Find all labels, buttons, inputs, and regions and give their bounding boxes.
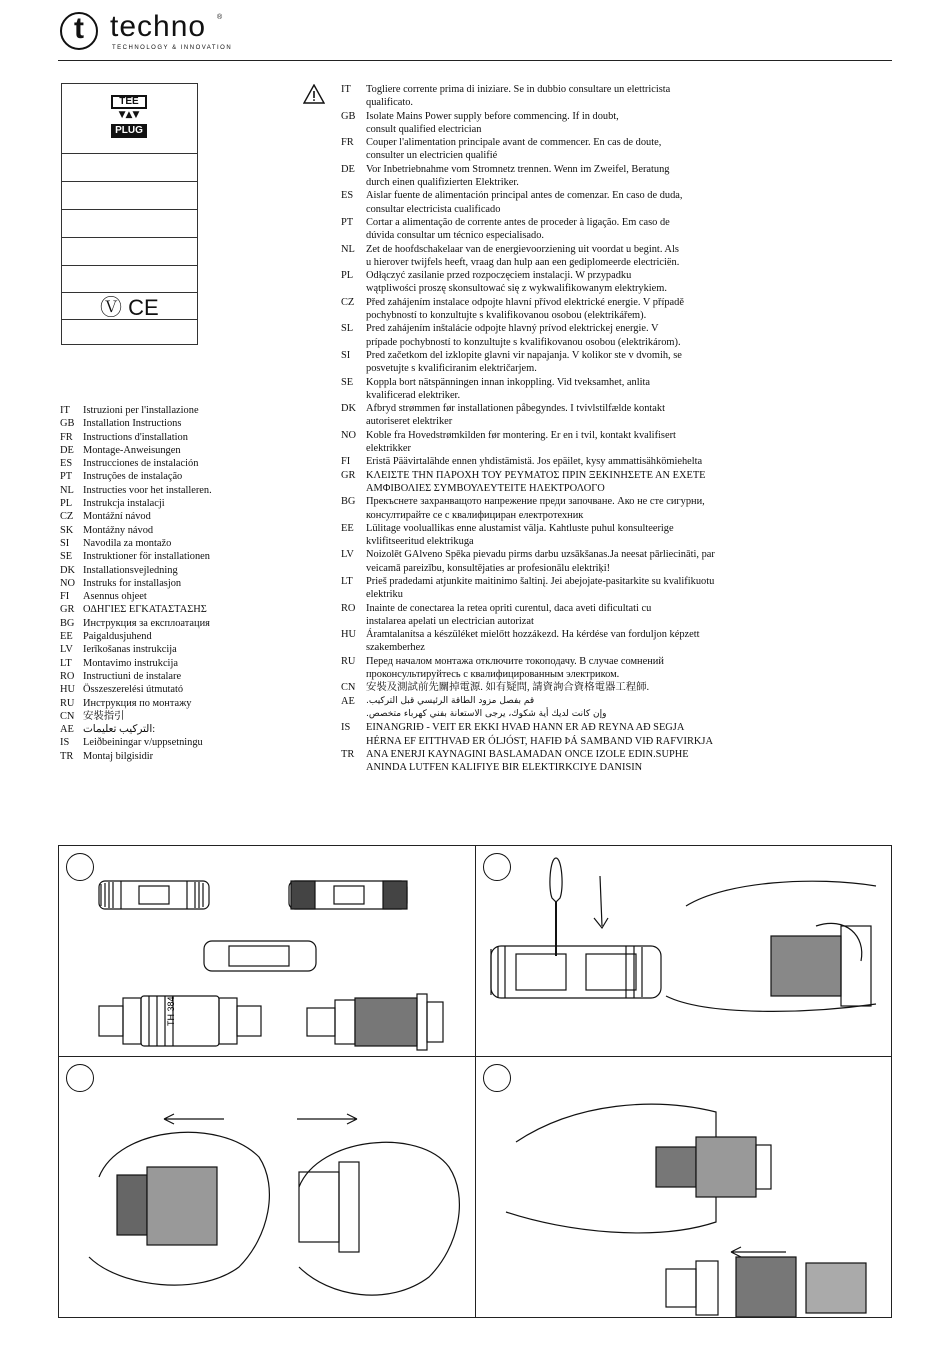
brand-tagline: TECHNOLOGY & INNOVATION [112,45,233,51]
installation-title-text: Instructies voor het installeren. [83,484,212,496]
language-code: TR [341,748,355,760]
installation-title-item [60,723,212,736]
box-row-divider [62,209,197,210]
language-code: GB [60,418,75,430]
language-code: DE [60,444,74,456]
language-code: RU [341,655,356,667]
warning-text: 安裝及測試前先關掉電源. 如有疑問, 請資詢合資格電器工程師. [366,682,650,694]
language-code: DK [341,403,357,415]
installation-title-item [60,736,212,749]
language-code: CN [60,710,75,722]
warning-text: Noizolēt GAlveno Spēka pievadu pirms darbu uzsākšanas.Ja neesat pārliecināti, par veicamā pareizību, konsultējaties ar profesionālu elektriķi! [366,549,715,574]
language-code: RU [60,697,75,709]
warning-text: Zet de hoofdschakelaar van de energievoorziening uit voordat u begint. Als u hierover twijfels heeft, vraag dan hulp aan een gediplomeerde electriciën. [366,243,680,268]
installation-title-item [60,670,212,683]
installation-title-item [60,550,212,563]
language-code: DE [341,163,355,175]
language-code: ES [60,458,73,470]
language-code: SI [341,349,351,361]
installation-title-item [60,457,212,470]
warning-text: Koble fra Hovedstrømkilden før montering. Er en i tvil, kontakt kvalifisert elektrikker [366,429,676,455]
warning-text: Lülitage vooluallikas enne alustamist välja. Kahtluste puhul konsulteerige kvlifitseeritud elektrikuga [366,522,674,548]
language-code: HU [60,684,76,696]
language-code: PL [60,498,73,510]
language-code: BG [60,617,75,629]
installation-title-item [60,444,212,457]
warning-item [341,110,781,137]
language-code: EE [60,631,73,643]
warning-item [341,189,781,216]
installation-title-text: Montaj bilgisidir [83,750,154,762]
language-code: NO [60,577,76,589]
screwdriver-release-illustration [476,846,892,1057]
box-row-divider [62,265,197,266]
installation-title-item [60,524,212,537]
installation-title-item [60,710,212,723]
installation-title-text: Asennus ohjeet [83,591,147,603]
warning-text: Couper l'alimentation principale avant de commencer. En cas de doute, consulter un electricien qualifié [366,137,662,162]
warning-item [341,469,781,496]
warning-text: Afbryd strømmen før installationen påbegyndes. I tvivlstilfælde kontakt autoriseret elektriker [366,403,665,428]
step-panel-2 [475,845,892,1057]
installation-title-item [60,750,212,763]
language-code: FI [60,591,70,603]
step-panel-1 [58,845,476,1057]
installation-title-item [60,484,212,497]
installation-title-text: Navodila za montažo [83,537,172,549]
language-code: GR [60,604,75,616]
installation-title-text: Instructions d'installation [83,431,188,443]
header-divider [58,60,892,61]
language-code: FR [60,431,73,443]
language-code: LT [60,657,72,669]
installation-title-item [60,577,212,590]
box-row-divider [62,153,197,154]
installation-title-text: Инструкция по монтажу [83,697,192,709]
installation-title-item [60,630,212,643]
installation-title-item [60,404,212,417]
installation-title-item [60,417,212,430]
installation-title-text: Instruktioner för installationen [83,551,210,563]
warning-text: Koppla bort nätspänningen innan inkoppling. Vid tveksamhet, anlita kvalificerad elektriker. [366,376,651,401]
language-code: GB [341,110,356,122]
warning-item [341,495,781,522]
language-code: CN [341,682,356,694]
tee-label: TEE [111,95,147,109]
step-panel-4 [475,1056,892,1318]
certification-marks: Ⓥ CE [100,295,159,320]
warning-item [341,136,781,163]
warning-item [341,243,781,270]
connector-parts-illustration [59,846,476,1057]
installation-title-item [60,431,212,444]
installation-title-text: Montážny návod [83,524,154,536]
installation-title-item [60,590,212,603]
installation-title-item [60,657,212,670]
warning-text: Aislar fuente de alimentación principal antes de comenzar. En caso de duda, consultar electricista cualificado [366,190,683,215]
warning-text: ANA ENERJI KAYNAGINI BASLAMADAN ONCE IZOLE EDIN.SUPHE ANINDA LUTFEN KALIFIYE BIR ELEKTIRKCIYE DANISIN [366,748,689,774]
warning-item [341,695,781,722]
box-row-divider [62,181,197,182]
installation-title-text: Instrucciones de instalación [83,458,199,470]
language-code: SL [341,323,354,335]
installation-title-item [60,643,212,656]
warning-item [341,216,781,243]
warning-text: Прекъснете захранващото напрежение преди започване. Ако не сте сигурни, консултирайте се с квалифициран електротехник [366,496,705,521]
warning-item [341,748,781,775]
registered-mark: ® [217,14,223,21]
brand-logo-mark: t [60,12,98,50]
installation-title-text: Istruzioni per l'installazione [83,405,199,416]
language-code: FI [341,456,351,468]
warning-text: Pred začetkom del izklopite glavni vir napajanja. V kolikor ste v dvomih, se posvetujte s kvalificiranim električarjem. [366,349,682,375]
installation-title-item [60,683,212,696]
language-code: FR [341,137,354,149]
warning-item [341,575,781,602]
language-code: LV [60,644,73,656]
warning-text: Pred zahájením inštalácie odpojte hlavný prívod elektrickej energie. V prípade pochybností to konzultujte s kvalifikovanou osobou (elektrikárom). [366,323,681,348]
language-code: IS [341,722,351,734]
installation-title-text: Instructiuni de instalare [83,670,182,682]
warning-item [341,681,781,694]
language-code: TR [60,750,74,762]
installation-title-text: Leiðbeiningar v/uppsetningu [83,737,203,749]
installation-title-item [60,564,212,577]
safety-warning-list [341,83,781,774]
step-number-circle [66,853,94,881]
language-code: ES [341,190,354,202]
installation-title-text: التركيب تعليمات: [83,724,156,736]
warning-text: EINANGRIÐ - VEIT ER EKKI HVAÐ HANN ER AÐ REYNA AÐ SEGJA HÉRNA EF EITTHVAÐ ER ÓLJÓST, HAFIÐ ÞÁ SAMBAND VIÐ RAFVIRKJA [366,722,713,747]
installation-title-text: 安裝指引 [83,710,125,722]
installation-title-text: Montage-Anweisungen [83,444,181,456]
step-panel-3 [58,1056,476,1318]
warning-item [341,628,781,655]
warning-item [341,655,781,682]
installation-title-item [60,617,212,630]
warning-text: Inainte de conectarea la retea opriti curentul, daca aveti dificultati cu instalarea apelati un electrician autorizat [366,602,652,627]
language-code: SE [60,551,73,563]
language-code: SE [341,376,354,388]
language-code: CZ [60,511,74,523]
installation-title-item [60,537,212,550]
language-code: PT [60,471,73,483]
warning-text: Isolate Mains Power supply before commencing. If in doubt, consult qualified electrician [366,110,619,135]
step-number-circle [66,1064,94,1092]
brand-name: techno [110,10,207,43]
language-code: RO [341,602,356,614]
language-code: HU [341,629,357,641]
warning-item [341,296,781,323]
installation-title-text: Montavimo instrukcija [83,657,178,669]
warning-text: Перед началом монтажа отключите токоподачу. В случае сомнений проконсультируйтесь с квалифицированным электриком. [366,655,664,681]
language-code: NL [341,243,355,255]
warning-text: Prieš pradedami atjunkite maitinimo šaltinį. Jei abejojate-pasitarkite su kvalifikuotu elektriku [366,575,715,601]
installation-title-list [60,404,212,763]
warning-text: Áramtalanítsa a készüléket mielőtt hozzákezd. Ha kérdése van forduljon képzett szakemberhez [366,629,700,654]
warning-item [341,721,781,748]
installation-title-item [60,603,212,616]
language-code: DK [60,564,76,576]
installation-title-text: Instrukcja instalacji [83,498,165,510]
language-code: IT [341,84,351,95]
warning-item [341,269,781,296]
language-code: LT [341,575,353,587]
warning-item [341,322,781,349]
language-code: RO [60,670,75,682]
installation-title-item [60,497,212,510]
installation-title-text: Instruções de instalação [83,471,183,483]
pull-apart-illustration [59,1057,476,1318]
language-code: SK [60,524,74,536]
language-code: SI [60,537,70,549]
installation-title-text: ΟΔΗΓΙΕΣ ΕΓΚΑΤΑΣΤΑΣΗΣ [83,604,207,616]
warning-text: Před zahájením instalace odpojte hlavní přívod elektrické energie. V případě pochybností to konzultujte s kvalifikovanou osobou (elektrikářem). [366,296,684,322]
warning-item [341,429,781,456]
language-code: IS [60,737,70,749]
language-code: PT [341,216,354,228]
installation-title-text: Installationsvejledning [83,564,178,576]
language-code: NO [341,429,357,441]
warning-text: Cortar a alimentação de corrente antes de proceder à ligação. Em caso de dúvida consultar um técnico especialisado. [366,216,670,242]
language-code: AE [60,724,74,736]
language-code: CZ [341,296,355,308]
language-code: PL [341,270,354,282]
installation-title-text: Paigaldusjuhend [83,631,152,643]
warning-text: Eristä Päävirtalähde ennen yhdistämistä. Jos epäilet, kysy ammattisähkömiehelta [366,456,703,468]
final-assembly-illustration [476,1057,892,1318]
language-code: BG [341,496,356,508]
warning-item [341,548,781,575]
warning-item [341,163,781,190]
installation-title-text: Installation Instructions [83,418,182,430]
installation-title-text: Instruks for installasjon [83,577,182,589]
warning-item [341,602,781,629]
language-code: IT [60,405,70,416]
step-number-circle [483,853,511,881]
warning-text: ΚΛΕΙΣΤΕ ΤΗΝ ΠΑΡΟΧΗ ΤΟΥ ΡΕΥΜΑΤΟΣ ΠΡΙΝ ΞΕΚΙΝΗΣΕΤΕ ΑΝ ΕΧΕΤΕ ΑΜΦΙΒΟΛΙΕΣ ΣΥΜΒΟΥΛΕΥΤΕΙΤΕ ΗΛΕΚΤΡΟΛΟΓΟ [366,469,706,494]
warning-item [341,349,781,376]
box-row-divider [62,237,197,238]
warning-text: Togliere corrente prima di iniziare. Se in dubbio consultare un elettricista qualificato. [366,84,671,109]
language-code: GR [341,469,356,481]
connector-marking: TH 384 [166,996,176,1026]
step-number-circle [483,1064,511,1092]
warning-item [341,522,781,549]
language-code: AE [341,695,355,707]
warning-item [341,402,781,429]
installation-title-text: Összeszerelési útmutató [83,684,184,696]
language-code: LV [341,549,354,561]
language-code: EE [341,522,354,534]
installation-title-item [60,697,212,710]
warning-item [341,376,781,403]
installation-title-item [60,470,212,483]
warning-item [341,83,781,110]
installation-title-text: Ierīkošanas instrukcija [83,644,177,656]
warning-text: Odłączyć zasilanie przed rozpoczęciem instalacji. W przypadku wątpliwości proszę skonsultować się z wykwalifikowanym elektrykiem. [366,270,667,295]
warning-item [341,455,781,468]
installation-title-item [60,510,212,523]
warning-triangle-icon [303,84,325,104]
arrows-icon: ▼▲▼ [118,110,140,120]
language-code: NL [60,484,74,496]
installation-title-text: Montážní návod [83,511,151,523]
warning-text: Vor Inbetriebnahme vom Stromnetz trennen. Wenn im Zweifel, Beratung durch einen qualifizierten Elektriker. [366,163,670,189]
warning-text: قم بفصل مزود الطاقة الرئيسي قبل التركيب. وإن كانت لديك أية شكوك، يرجى الاستعانة بفني كهرباء متخصص. [366,695,607,719]
plug-label: PLUG [111,124,147,138]
installation-title-text: Инструкция за експлоатация [83,617,210,629]
